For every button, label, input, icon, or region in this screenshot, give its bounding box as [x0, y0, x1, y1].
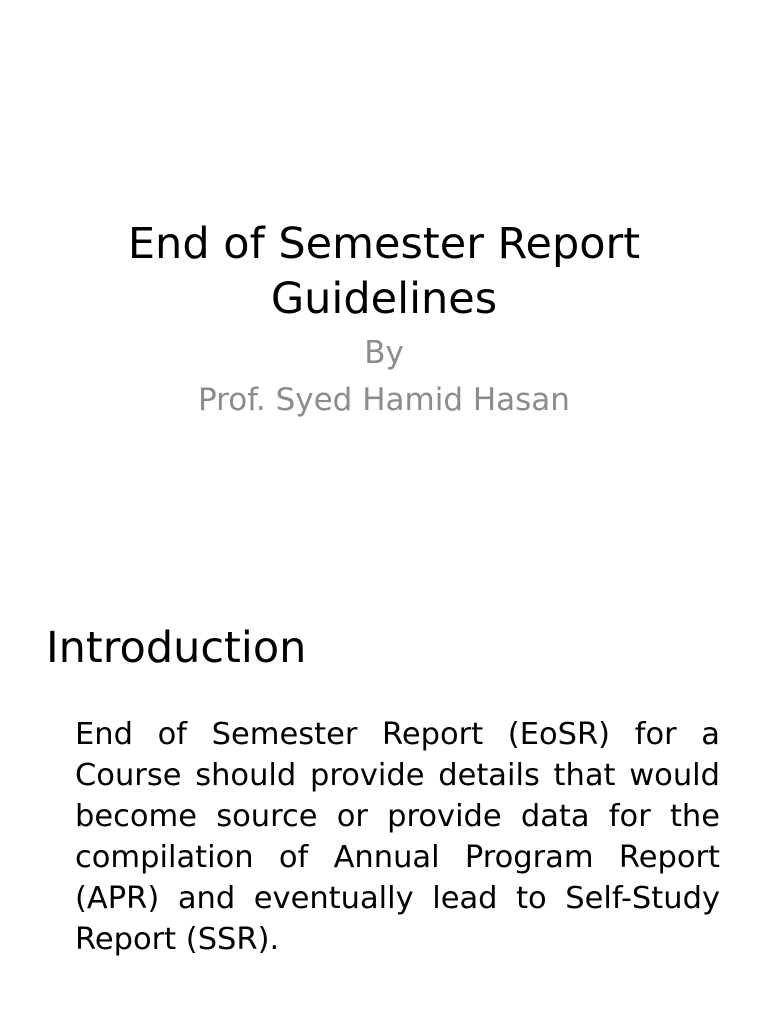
slide-title — [0, 217, 768, 327]
slide-title-line-2: Guidelines — [270, 273, 498, 324]
slide-title-line-1: End of Semester Report — [127, 218, 641, 269]
slide-subtitle — [0, 330, 768, 424]
author-name: Prof. Syed Hamid Hasan — [198, 382, 570, 418]
introduction-slide — [0, 512, 768, 1024]
introduction-heading: Introduction — [46, 623, 307, 673]
subtitle-by: By — [364, 335, 404, 371]
introduction-body: End of Semester Report (EoSR) for a Course should provide details that would become source or provide data for the compilation of Annual Program Report (APR) and eventually lead to Self-Study Report (SSR). — [75, 717, 720, 957]
